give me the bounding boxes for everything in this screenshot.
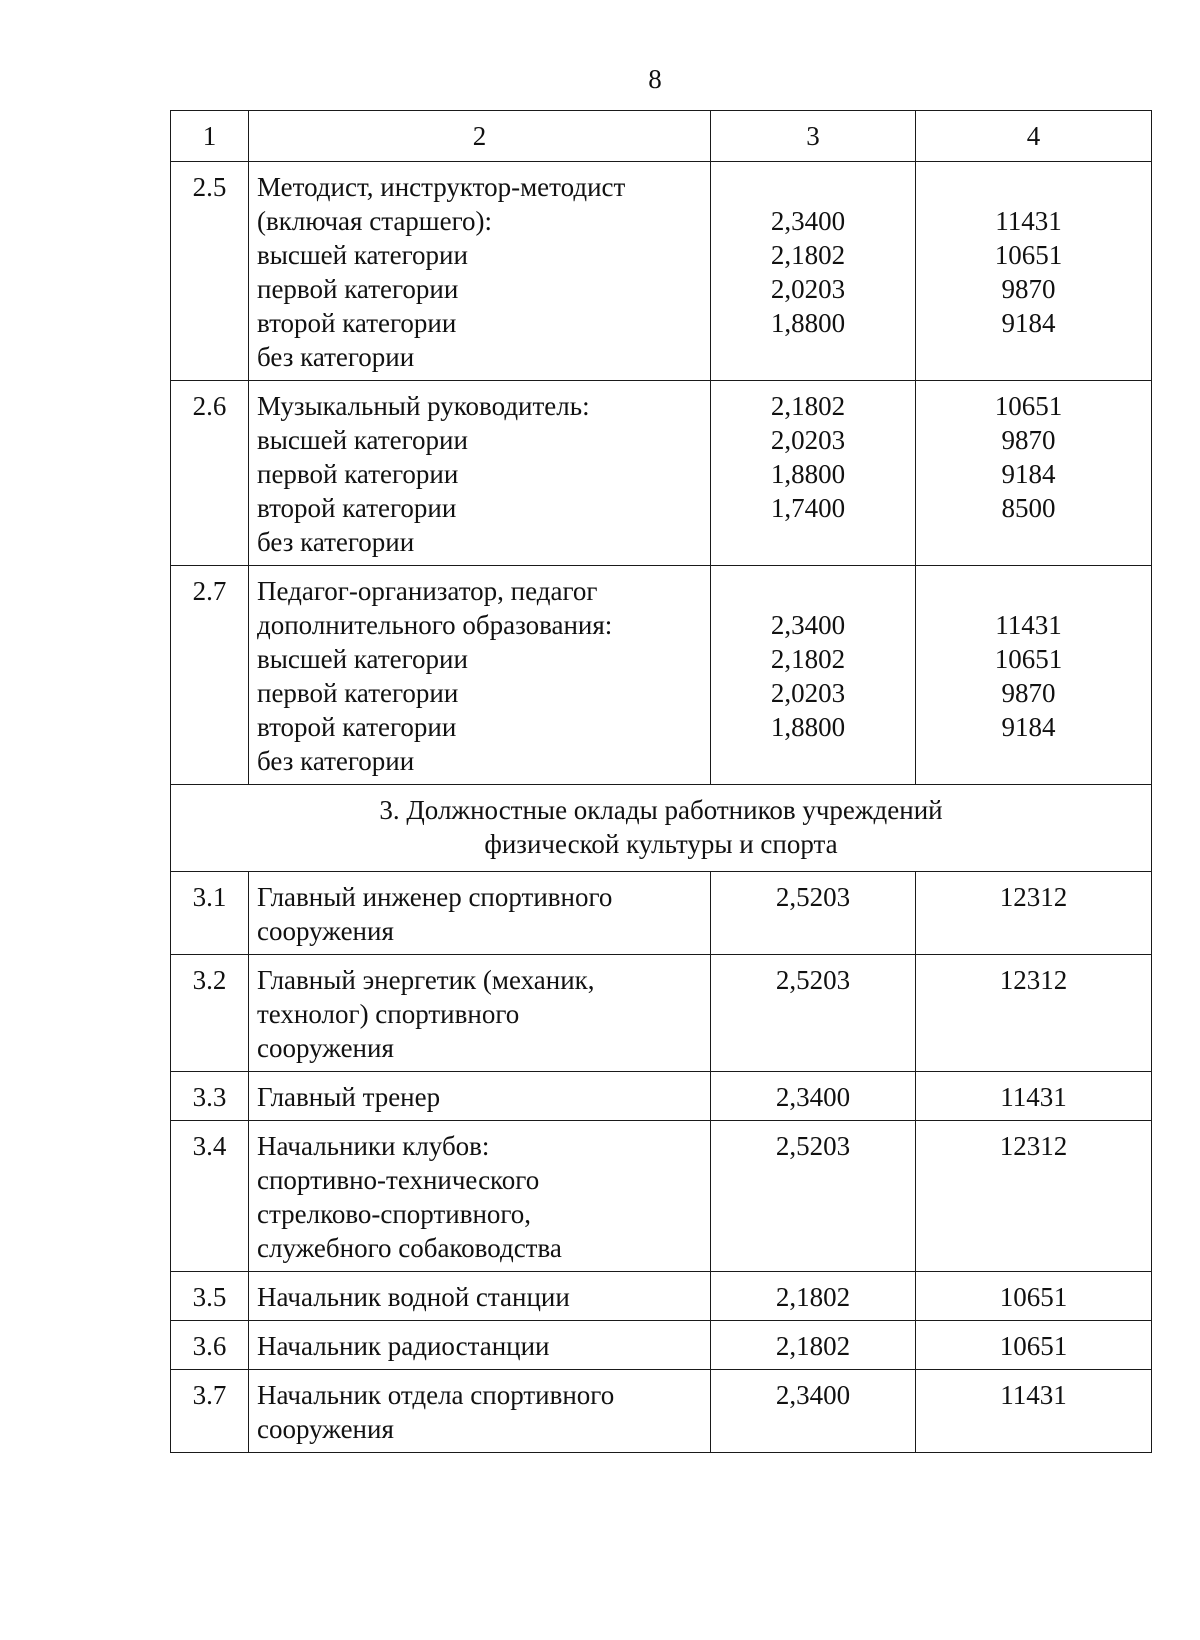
coefficient-value: 2,1802 [770, 644, 846, 674]
spacer [711, 574, 915, 608]
position-name [249, 1121, 711, 1272]
position-name-line: Начальник водной станции [257, 1282, 570, 1312]
salary-value: 11431 [995, 206, 1062, 236]
category-line: высшей категории [257, 240, 468, 270]
position-name-line: технолог) спортивного [257, 999, 520, 1029]
table-header-row [171, 111, 1152, 162]
salary-value: 9870 [1001, 274, 1056, 304]
section-heading-line: физической культуры и спорта [484, 829, 838, 859]
row-number: 3.2 [171, 955, 249, 1072]
spacer [711, 170, 915, 204]
header-cell: 3 [711, 111, 916, 162]
salary-value: 9184 [1001, 712, 1056, 742]
coefficient-value: 2,3400 [711, 1072, 916, 1121]
position-name-line: Начальники клубов: [257, 1131, 490, 1161]
category-line: без категории [257, 342, 415, 372]
salary-value: 10651 [916, 1321, 1152, 1370]
category-line: высшей категории [257, 425, 468, 455]
coefficient-list [711, 381, 916, 566]
section-heading-line: 3. Должностные оклады работников учреждений [379, 795, 943, 825]
page-number: 8 [648, 64, 662, 94]
coefficient-value: 2,1802 [711, 1272, 916, 1321]
row-number: 3.6 [171, 1321, 249, 1370]
coefficient-value: 1,7400 [770, 493, 846, 523]
category-line: второй категории [257, 712, 457, 742]
header-cell: 2 [249, 111, 711, 162]
coefficient-list [711, 162, 916, 381]
row-number: 3.1 [171, 872, 249, 955]
position-name-line: сооружения [257, 1033, 394, 1063]
position-name-line: Главный энергетик (механик, [257, 965, 595, 995]
coefficient-value: 1,8800 [770, 712, 846, 742]
row-number: 2.5 [171, 162, 249, 381]
position-name-line: Главный тренер [257, 1082, 441, 1112]
row-number: 3.7 [171, 1370, 249, 1453]
salary-list [916, 566, 1152, 785]
coefficient-value: 2,0203 [770, 678, 846, 708]
header-cell: 1 [171, 111, 249, 162]
salary-value: 10651 [994, 240, 1063, 270]
coefficient-list [711, 566, 916, 785]
header-cell: 4 [916, 111, 1152, 162]
salary-value: 11431 [916, 1072, 1152, 1121]
position-name [249, 1072, 711, 1121]
row-number: 2.6 [171, 381, 249, 566]
table-row [171, 1121, 1152, 1272]
position-name [249, 872, 711, 955]
coefficient-value: 2,0203 [770, 274, 846, 304]
category-line: высшей категории [257, 644, 468, 674]
salary-value: 10651 [994, 391, 1063, 421]
section-heading [171, 785, 1152, 872]
salary-value: 12312 [916, 872, 1152, 955]
coefficient-value: 1,8800 [770, 459, 846, 489]
table-row [171, 381, 1152, 566]
salary-value: 12312 [916, 955, 1152, 1072]
position-name [249, 1370, 711, 1453]
coefficient-value: 2,1802 [711, 1321, 916, 1370]
salary-value: 9184 [1001, 459, 1056, 489]
salary-table [170, 110, 1152, 1453]
salary-value: 12312 [916, 1121, 1152, 1272]
position-name-line: служебного собаководства [257, 1233, 562, 1263]
table-row [171, 1321, 1152, 1370]
category-line: второй категории [257, 308, 457, 338]
table-row [171, 955, 1152, 1072]
coefficient-value: 2,3400 [711, 1370, 916, 1453]
position-name-line: спортивно-технического [257, 1165, 540, 1195]
position-name-line: Начальник радиостанции [257, 1331, 550, 1361]
position-name [249, 1272, 711, 1321]
coefficient-value: 2,1802 [770, 240, 846, 270]
table-row [171, 1072, 1152, 1121]
coefficient-value: 2,3400 [770, 206, 846, 236]
position-title-line: (включая старшего): [257, 206, 492, 236]
salary-value: 9184 [1001, 308, 1056, 338]
row-number: 3.3 [171, 1072, 249, 1121]
row-number: 3.4 [171, 1121, 249, 1272]
coefficient-value: 2,0203 [770, 425, 846, 455]
coefficient-value: 2,5203 [711, 872, 916, 955]
position-title-line: Педагог-организатор, педагог [257, 576, 598, 606]
table-row [171, 162, 1152, 381]
salary-list [916, 162, 1152, 381]
table-row [171, 1272, 1152, 1321]
table-row [171, 1370, 1152, 1453]
position-name [249, 162, 711, 381]
salary-value: 9870 [1001, 678, 1056, 708]
row-number: 3.5 [171, 1272, 249, 1321]
coefficient-value: 1,8800 [770, 308, 846, 338]
row-number: 2.7 [171, 566, 249, 785]
category-line: первой категории [257, 678, 459, 708]
salary-value: 10651 [994, 644, 1063, 674]
coefficient-value: 2,1802 [770, 391, 846, 421]
position-name-line: Главный инженер спортивного [257, 882, 613, 912]
salary-value: 10651 [916, 1272, 1152, 1321]
position-name [249, 955, 711, 1072]
salary-value: 9870 [1001, 425, 1056, 455]
coefficient-value: 2,3400 [770, 610, 846, 640]
table-row [171, 872, 1152, 955]
position-name [249, 1321, 711, 1370]
salary-value: 11431 [916, 1370, 1152, 1453]
category-line: второй категории [257, 493, 457, 523]
category-line: без категории [257, 746, 415, 776]
section-heading-row [171, 785, 1152, 872]
position-name-line: сооружения [257, 1414, 394, 1444]
salary-value: 11431 [995, 610, 1062, 640]
salary-list [916, 381, 1152, 566]
position-name [249, 381, 711, 566]
position-title-line: Методист, инструктор-методист [257, 172, 626, 202]
table-row [171, 566, 1152, 785]
category-line: без категории [257, 527, 415, 557]
position-title-line: Музыкальный руководитель: [257, 391, 590, 421]
salary-value: 8500 [1001, 493, 1056, 523]
spacer [916, 574, 1151, 608]
position-title-line: дополнительного образования: [257, 610, 613, 640]
position-name [249, 566, 711, 785]
position-name-line: стрелково-спортивного, [257, 1199, 532, 1229]
position-name-line: Начальник отдела спортивного [257, 1380, 615, 1410]
category-line: первой категории [257, 274, 459, 304]
category-line: первой категории [257, 459, 459, 489]
position-name-line: сооружения [257, 916, 394, 946]
coefficient-value: 2,5203 [711, 955, 916, 1072]
spacer [916, 170, 1151, 204]
coefficient-value: 2,5203 [711, 1121, 916, 1272]
